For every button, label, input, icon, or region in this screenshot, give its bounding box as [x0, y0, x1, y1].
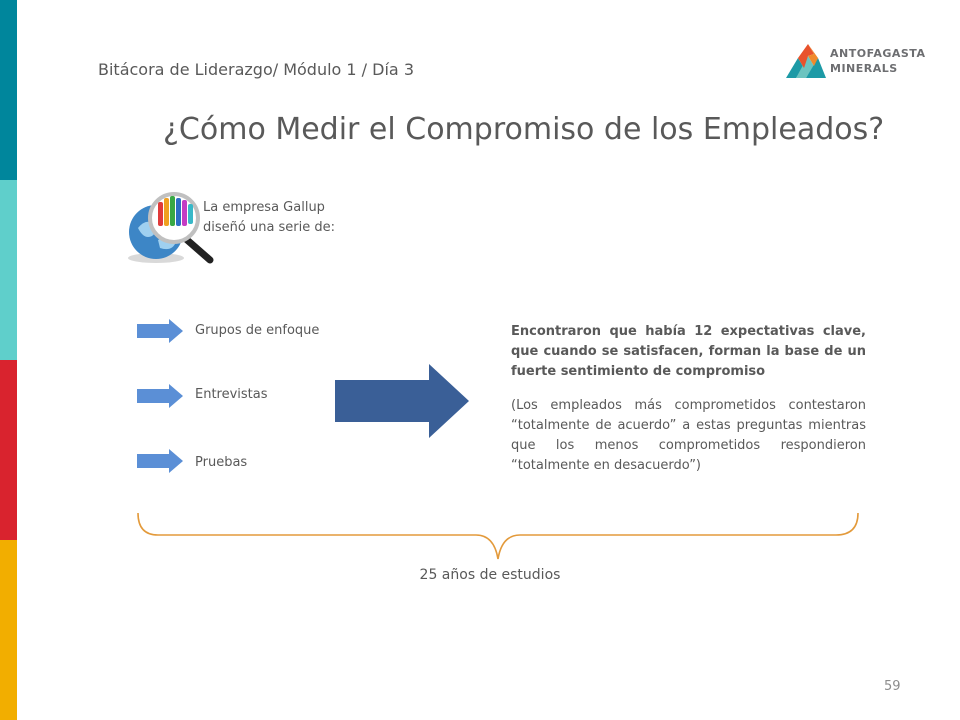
method-label-3: Pruebas: [195, 455, 248, 470]
logo-text: [830, 46, 925, 76]
page-number: 59: [884, 679, 901, 694]
breadcrumb: Bitácora de Liderazgo/ Módulo 1 / Día 3: [98, 60, 414, 79]
method-label-1: Grupos de enfoque: [195, 323, 320, 338]
company-logo: [784, 40, 934, 84]
curly-brace-icon: [136, 511, 860, 561]
note-text: (Los empleados más comprometidos contestaron “totalmente de acuerdo” a estas preguntas mientras que los menos comprometidos respondieron “totalmente en desacuerdo”): [511, 398, 866, 473]
accent-stripe-red: [0, 360, 17, 540]
antofagasta-logo-icon: [784, 40, 828, 84]
logo-line1: ANTOFAGASTA: [830, 47, 926, 60]
accent-stripe-teal: [0, 0, 17, 180]
logo-line2: MINERALS: [830, 62, 898, 75]
finding-text: Encontraron que había 12 expectativas clave, que cuando se satisfacen, forman la base de un fuerte sentimiento de compromiso: [511, 324, 866, 379]
intro-line2: diseñó una serie de:: [203, 220, 336, 235]
years-label: 25 años de estudios: [419, 567, 561, 583]
big-right-arrow-icon: [335, 364, 469, 438]
right-arrow-icon: [137, 319, 183, 343]
intro-line1: La empresa Gallup: [203, 200, 325, 215]
accent-stripe-light-teal: [0, 180, 17, 360]
right-arrow-icon: [137, 384, 183, 408]
intro-text: [203, 198, 335, 238]
page-title: ¿Cómo Medir el Compromiso de los Empleados?: [163, 112, 885, 147]
method-label-2: Entrevistas: [195, 387, 268, 402]
right-arrow-icon: [137, 449, 183, 473]
findings-block: [511, 322, 866, 490]
